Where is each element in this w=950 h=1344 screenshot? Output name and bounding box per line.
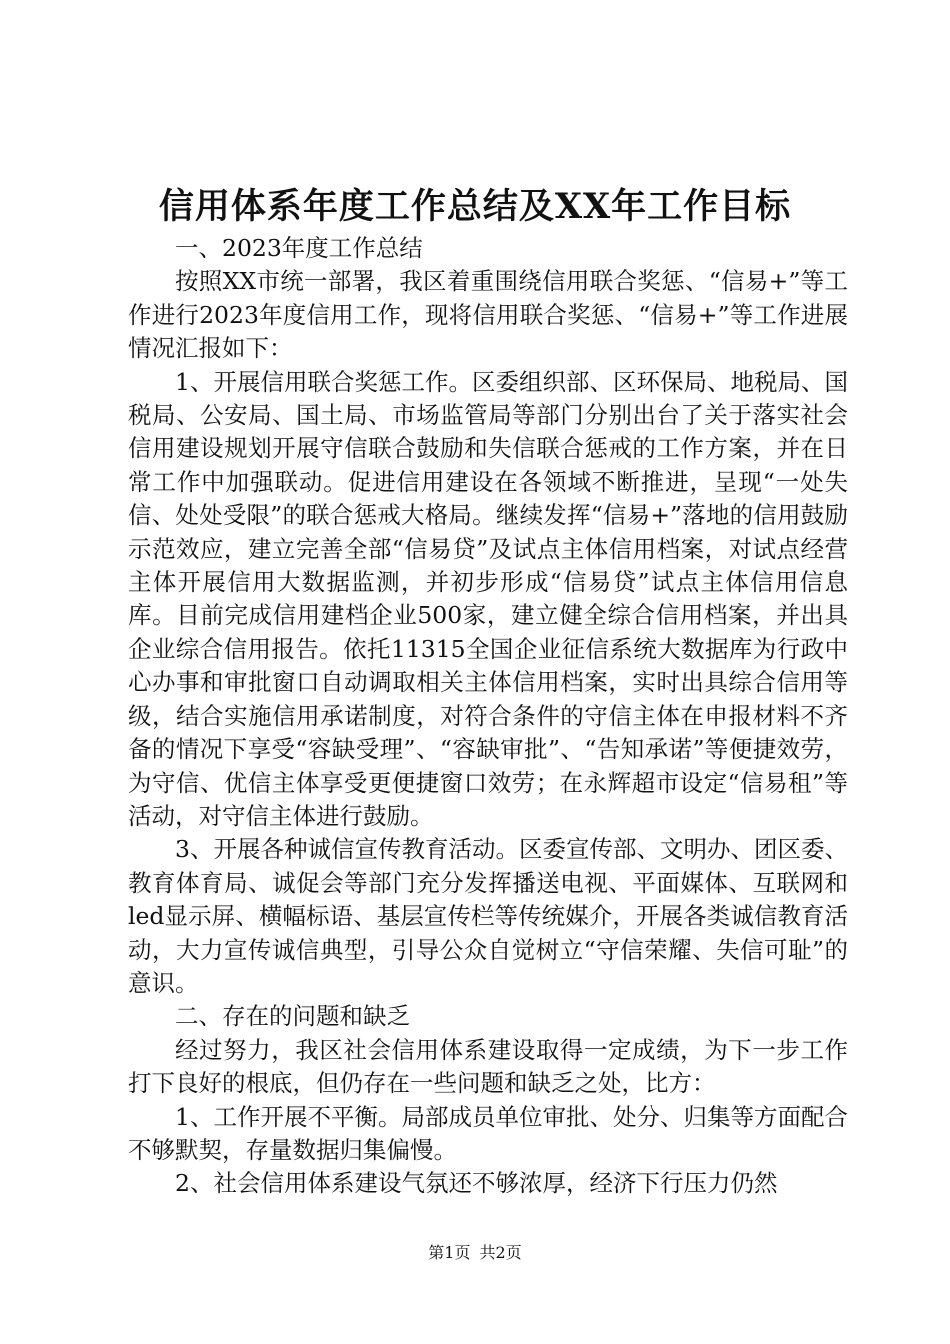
page-total: 共2页	[479, 1243, 522, 1262]
page-footer	[0, 1243, 950, 1263]
intro-paragraph: 按照XX市统一部署，我区着重围绕信用联合奖惩、“信易+”等工作进行2023年度信用工作，现将信用联合奖惩、“信易+”等工作进展情况汇报如下：	[128, 267, 848, 363]
page-number: 第1页	[428, 1243, 471, 1262]
paragraph-problem-1: 1、工作开展不平衡。局部成员单位审批、处分、归集等方面配合不够默契，存量数据归集偏慢。	[128, 1102, 848, 1164]
paragraph-credit-joint-rewards: 1、开展信用联合奖惩工作。区委组织部、区环保局、地税局、国税局、公安局、国土局、市场监管局等部门分别出台了关于落实社会信用建设规划开展守信联合鼓励和失信联合惩戒的工作方案，并在日常工作中加强联动。促进信用建设在各领域不断推进，呈现“一处失信、处处受限”的联合惩戒大格局。继续发挥“信易+”落地的信用鼓励示范效应，建立完善全部“信易贷”及试点主体信用档案，对试点经营主体开展信用大数据监测，并初步形成“信易贷”试点主体信用信息库。目前完成信用建档企业500家，建立健全综合信用档案，并出具企业综合信用报告。依托11315全国企业征信系统大数据库为行政中心办事和审批窗口自动调取相关主体信用档案，实时出具综合信用等级，结合实施信用承诺制度，对符合条件的守信主体在申报材料不齐备的情况下享受“容缺受理”、“容缺审批”、“告知承诺”等便捷效劳，为守信、优信主体享受更便捷窗口效劳；在永辉超市设定“信易租”等活动，对守信主体进行鼓励。	[128, 367, 848, 830]
section-heading-1: 一、2023年度工作总结	[175, 234, 423, 262]
document-title: 信用体系年度工作总结及XX年工作目标	[158, 186, 792, 227]
paragraph-integrity-education: 3、开展各种诚信宣传教育活动。区委宣传部、文明办、团区委、教育体育局、诚促会等部门充分发挥播送电视、平面媒体、互联网和led显示屏、横幅标语、基层宣传栏等传统媒介，开展各类诚信教育活动，大力宣传诚信典型，引导公众自觉树立“守信荣耀、失信可耻”的意识。	[128, 835, 848, 997]
section-heading-2: 二、存在的问题和缺乏	[175, 1002, 410, 1031]
paragraph-problems-intro: 经过努力，我区社会信用体系建设取得一定成绩，为下一步工作打下良好的根底，但仍存在一些问题和缺乏之处，比方：	[128, 1035, 848, 1098]
document-body	[128, 232, 848, 1201]
paragraph-problem-2: 2、社会信用体系建设气氛还不够浓厚，经济下行压力仍然	[175, 1169, 778, 1198]
